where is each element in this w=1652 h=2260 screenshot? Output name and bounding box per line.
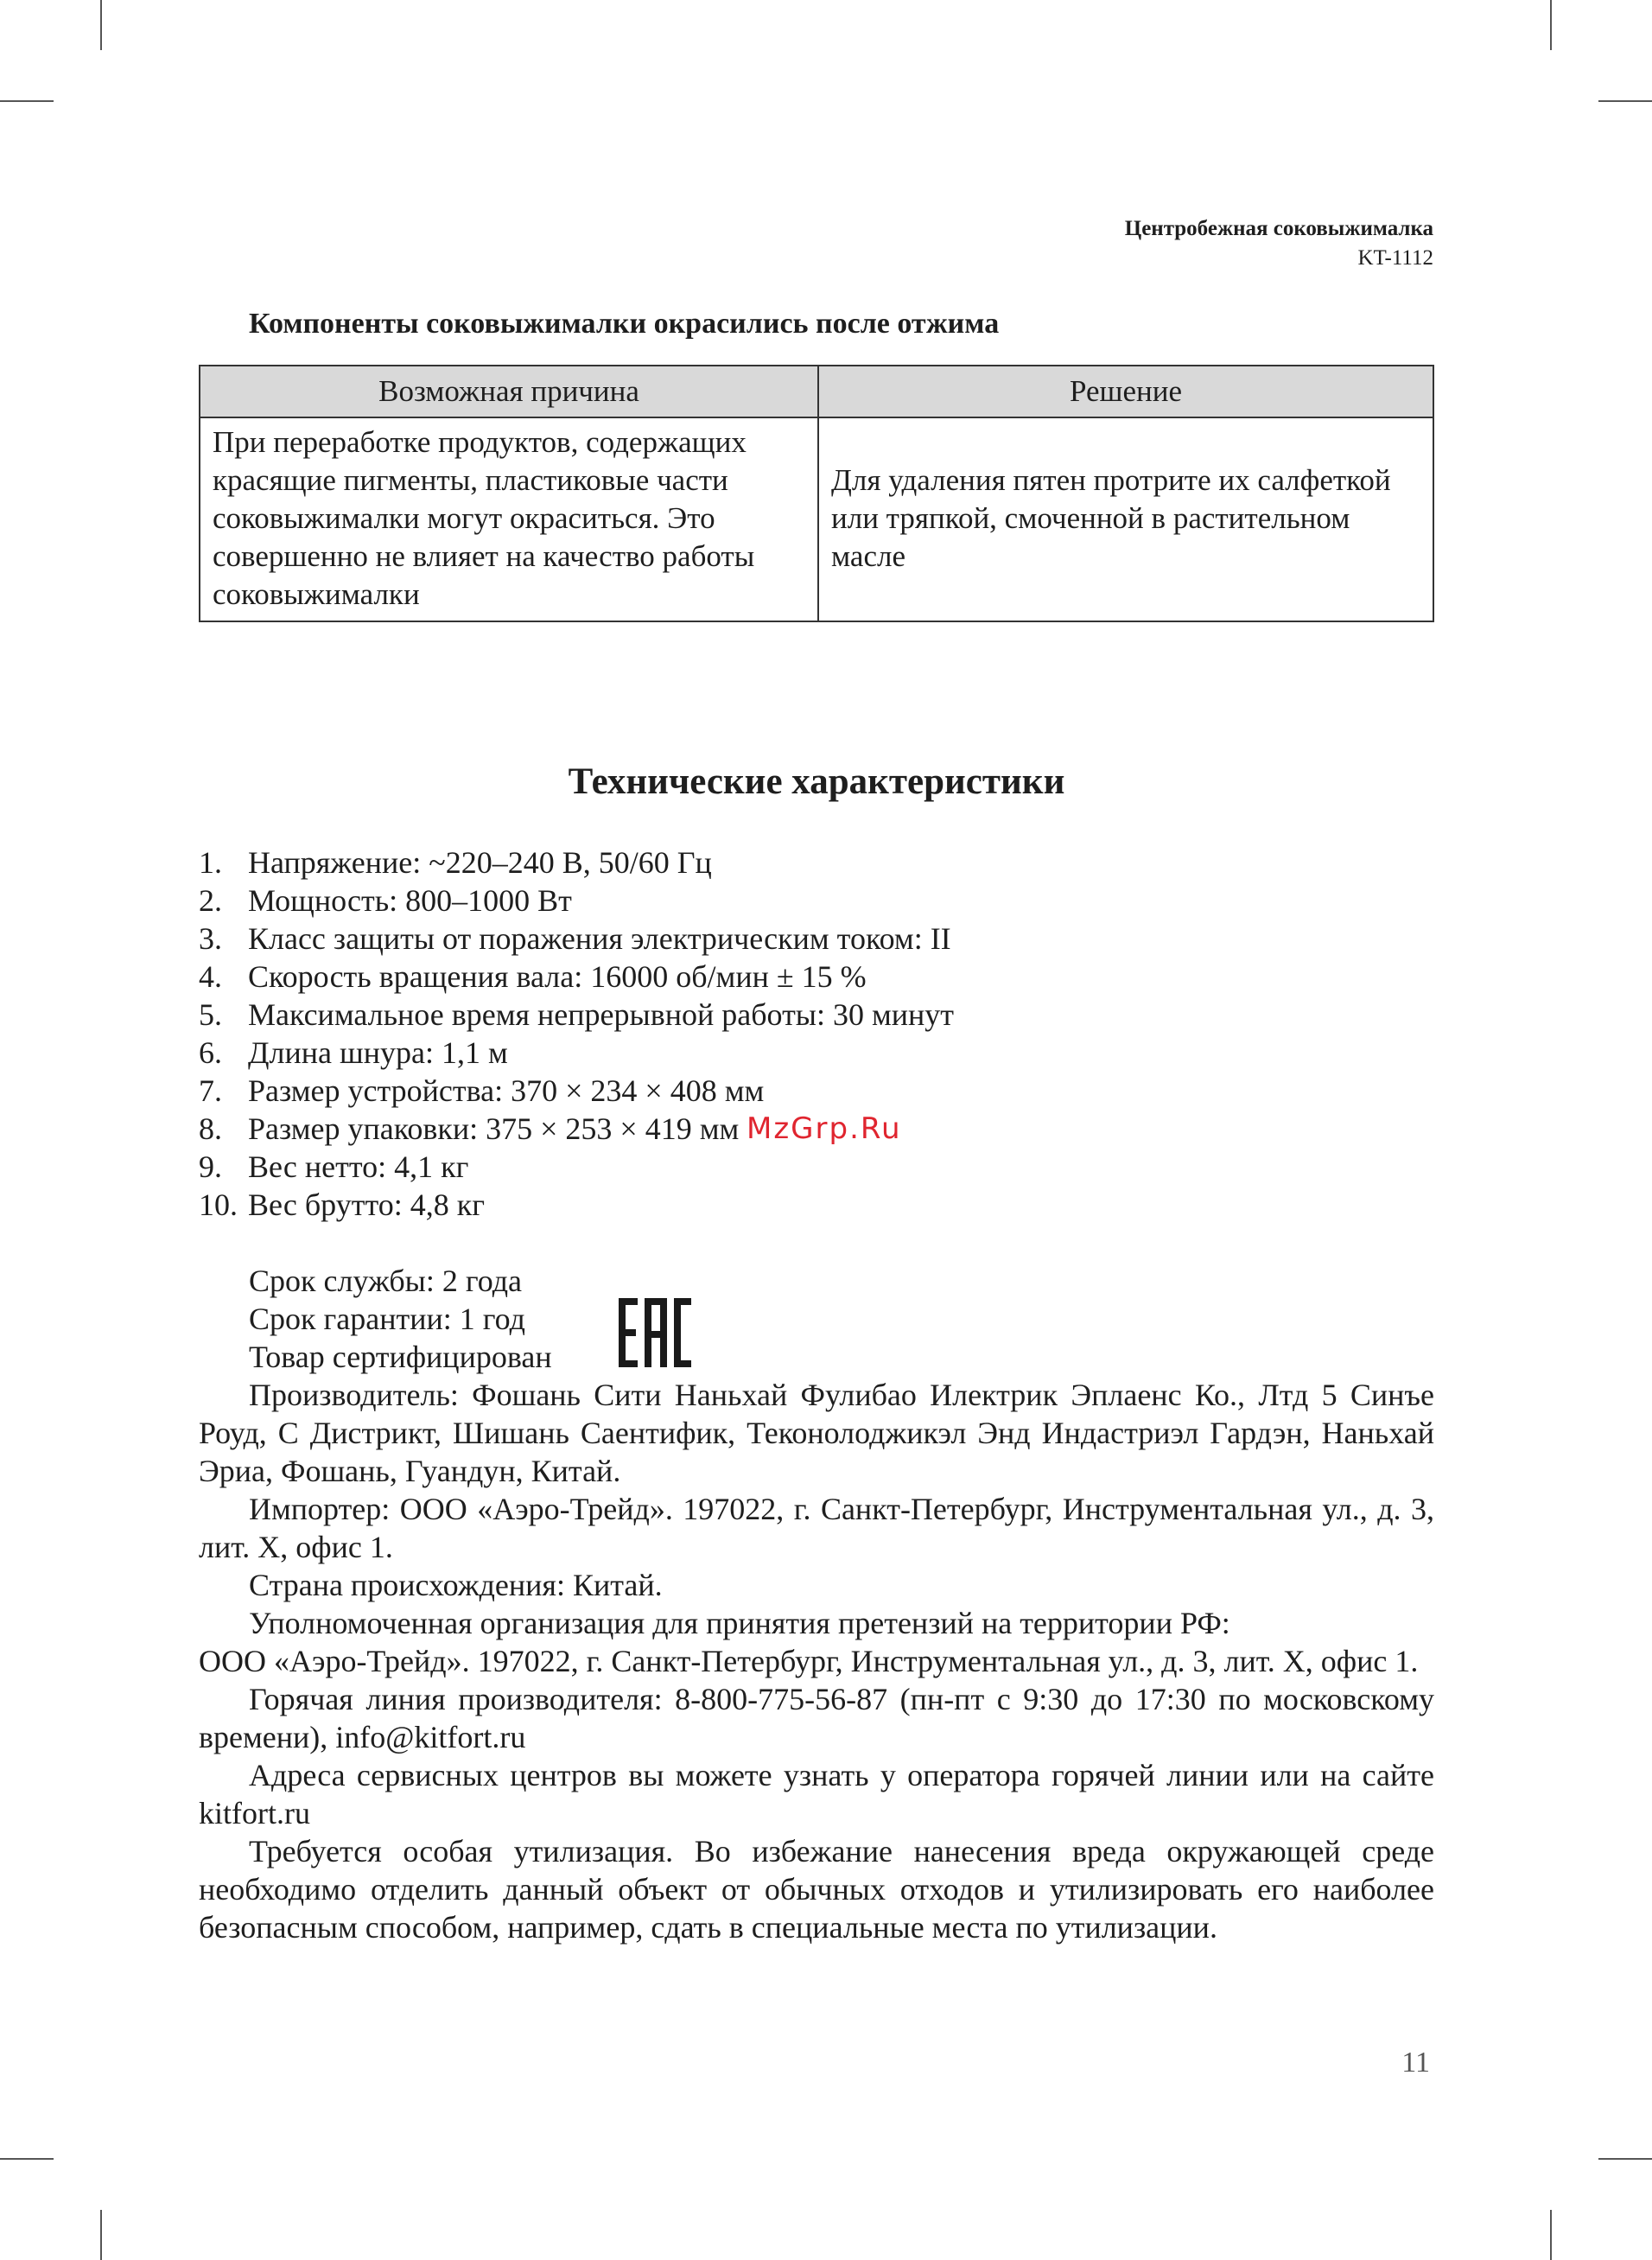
- column-header-cause: Возможная причина: [200, 366, 818, 417]
- list-item: [199, 1186, 954, 1224]
- solution-cell: Для удаления пятен протрите их салфеткой или тряпкой, смоченной в растительном масле: [818, 417, 1433, 621]
- list-item-text: Длина шнура: 1,1 м: [248, 1035, 508, 1070]
- list-item: [199, 844, 954, 882]
- list-item-text: Размер устройства: 370 × 234 × 408 мм: [248, 1073, 765, 1108]
- list-item-number: 1.: [199, 845, 222, 880]
- running-header: [1125, 214, 1433, 273]
- terms-block: [249, 1262, 552, 1376]
- list-item-number: 2.: [199, 883, 222, 918]
- list-item: [199, 1034, 954, 1072]
- list-item-number: 8.: [199, 1111, 222, 1146]
- crop-mark: [0, 100, 54, 102]
- crop-mark: [0, 2158, 54, 2160]
- service-life: Срок службы: 2 года: [249, 1264, 523, 1298]
- header-model: KT-1112: [1357, 246, 1433, 270]
- list-item-text: Класс защиты от поражения электрическим током: II: [248, 921, 951, 956]
- table-row: [200, 417, 1433, 621]
- page-number: 11: [1401, 2047, 1430, 2079]
- crop-mark: [1598, 100, 1652, 102]
- list-item-number: 10.: [199, 1187, 238, 1222]
- list-item: [199, 958, 954, 996]
- list-item-number: 9.: [199, 1149, 222, 1184]
- crop-mark: [1550, 0, 1552, 50]
- eac-logo-icon: [619, 1298, 691, 1367]
- list-item-number: 7.: [199, 1073, 222, 1108]
- table-header-row: [200, 366, 1433, 417]
- specs-list: [199, 844, 954, 1224]
- troubleshooting-table: [199, 365, 1434, 622]
- column-header-solution: Решение: [818, 366, 1433, 417]
- list-item-text: Размер упаковки: 375 × 253 × 419 мм: [248, 1111, 740, 1146]
- list-item-text: Максимальное время непрерывной работы: 30 минут: [248, 997, 955, 1032]
- list-item-text: Вес нетто: 4,1 кг: [248, 1149, 469, 1184]
- hotline-paragraph: Горячая линия производителя: 8-800-775-56-87 (пн-пт с 9:30 до 17:30 по московскому времени), info@kitfort.ru: [199, 1682, 1434, 1754]
- list-item-number: 3.: [199, 921, 222, 956]
- certified: Товар сертифицирован: [249, 1340, 552, 1374]
- legal-info: [199, 1376, 1434, 1946]
- crop-mark: [100, 0, 102, 50]
- list-item-text: Мощность: 800–1000 Вт: [248, 883, 572, 918]
- authorized-org-title: Уполномоченная организация для принятия претензий на территории РФ:: [249, 1606, 1230, 1640]
- list-item: [199, 920, 954, 958]
- service-paragraph: Адреса сервисных центров вы можете узнать у оператора горячей линии или на сайте kitfort.ru: [199, 1758, 1434, 1830]
- warranty: Срок гарантии: 1 год: [249, 1302, 525, 1336]
- crop-mark: [1550, 2210, 1552, 2260]
- list-item: [199, 1148, 954, 1186]
- list-item-number: 4.: [199, 959, 222, 994]
- crop-mark: [100, 2210, 102, 2260]
- list-item: [199, 1072, 954, 1110]
- list-item-text: Скорость вращения вала: 16000 об/мин ± 15 %: [248, 959, 867, 994]
- list-item-text: Вес брутто: 4,8 кг: [248, 1187, 485, 1222]
- manufacturer-paragraph: Производитель: Фошань Сити Наньхай Фулибао Илектрик Эплаенс Ко., Лтд 5 Синъе Роуд, С Дистрикт, Шишань Саентифик, Теконолоджикэл Энд Индастриэл Гардэн, Наньхай Эриа, Фошань, Гуандун, Китай.: [199, 1378, 1434, 1488]
- disposal-paragraph: Требуется особая утилизация. Во избежание нанесения вреда окружающей среде необходимо отделить данный объект от обычных отходов и утилизировать его наиболее безопасным способом, например, сдать в специальные места по утилизации.: [199, 1834, 1434, 1945]
- origin-paragraph: Страна происхождения: Китай.: [249, 1568, 663, 1602]
- header-title: Центробежная соковыжималка: [1124, 217, 1433, 240]
- cause-cell: При переработке продуктов, содержащих красящие пигменты, пластиковые части соковыжималки могут окраситься. Это совершенно не влияет на качество работы соковыжималки: [200, 417, 818, 621]
- crop-mark: [1598, 2158, 1652, 2160]
- list-item-text: Напряжение: ~220–240 В, 50/60 Гц: [248, 845, 712, 880]
- specs-title: Технические характеристики: [568, 761, 1065, 802]
- list-item-number: 5.: [199, 997, 222, 1032]
- list-item-number: 6.: [199, 1035, 222, 1070]
- importer-paragraph: Импортер: ООО «Аэро-Трейд». 197022, г. Санкт-Петербург, Инструментальная ул., д. 3, лит. Х, офис 1.: [199, 1492, 1434, 1564]
- authorized-org-text: ООО «Аэро-Трейд». 197022, г. Санкт-Петербург, Инструментальная ул., д. 3, лит. Х, офис 1.: [199, 1644, 1419, 1678]
- list-item: [199, 882, 954, 920]
- list-item: [199, 996, 954, 1034]
- issue-title: Компоненты соковыжималки окрасились после отжима: [249, 308, 1000, 340]
- watermark: MzGrp.Ru: [747, 1111, 902, 1146]
